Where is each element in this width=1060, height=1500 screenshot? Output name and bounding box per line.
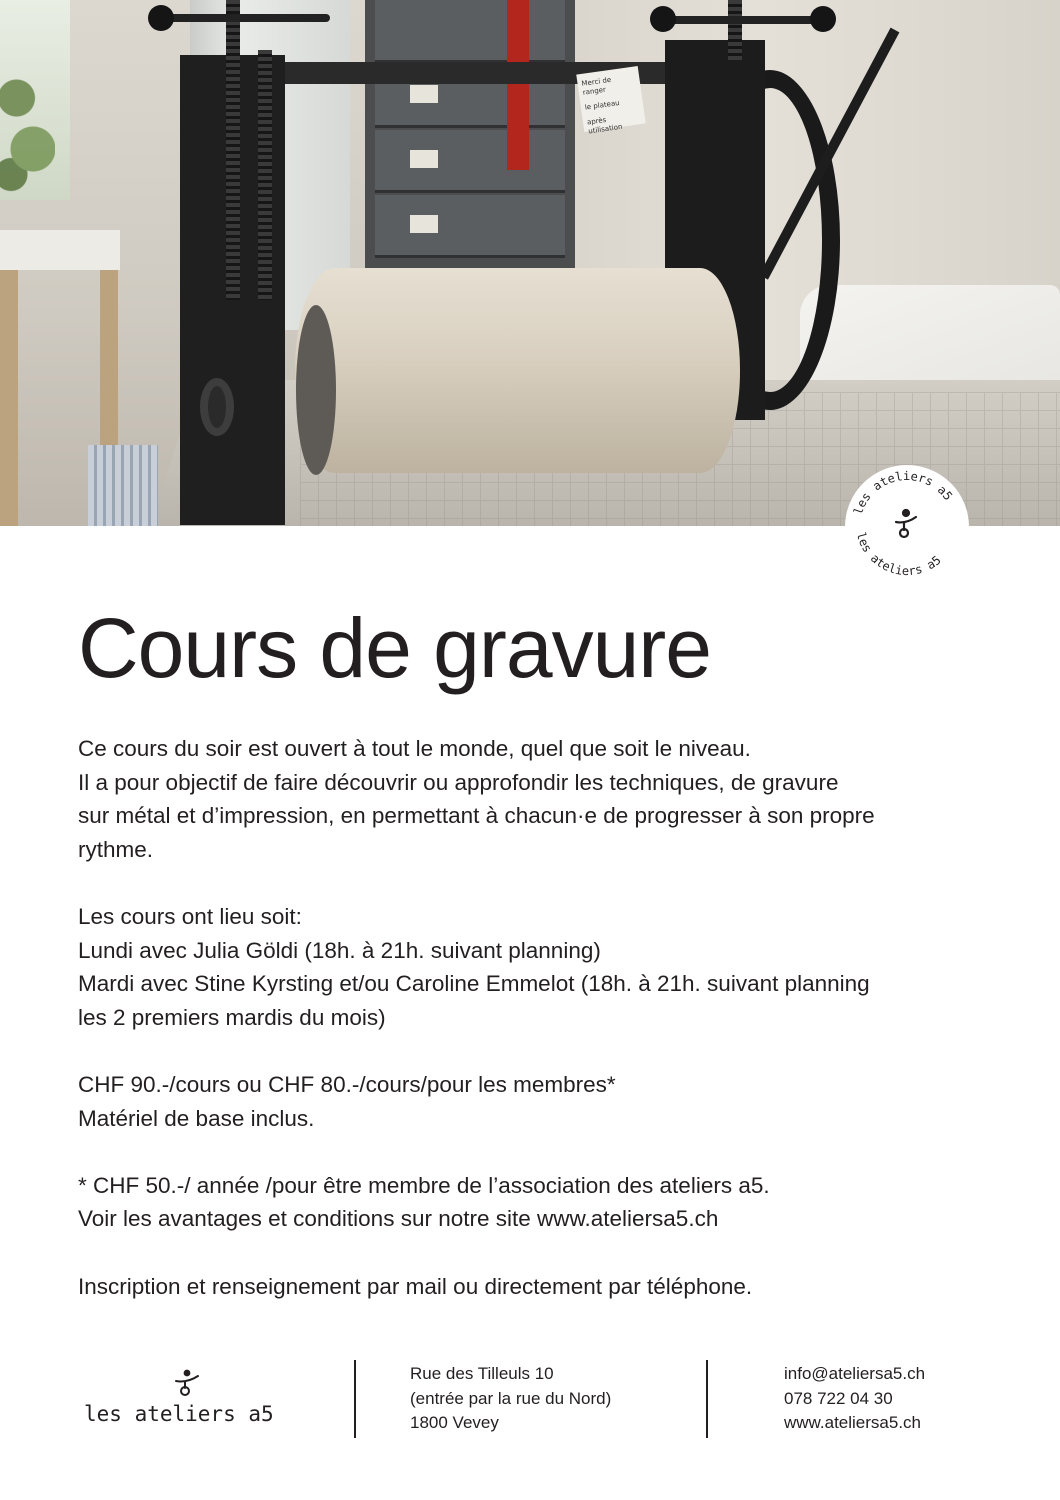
footer-divider xyxy=(706,1360,708,1438)
photo-press-handle xyxy=(655,16,825,24)
photo-drawer xyxy=(375,130,565,193)
photo-roller-hub xyxy=(200,378,234,436)
course-description xyxy=(78,732,1008,1303)
address-line: (entrée par la rue du Nord) xyxy=(410,1388,612,1408)
registration-line: Inscription et renseignement par mail ou directement par téléphone. xyxy=(78,1273,753,1299)
intro-line: sur métal et d’impression, en permettant à chacun·e de progresser à son propre xyxy=(78,803,875,829)
contact-website[interactable]: www.ateliersa5.ch xyxy=(784,1413,922,1432)
photo-press-knob xyxy=(650,6,676,32)
contact-phone[interactable]: 078 722 04 30 xyxy=(784,1388,893,1408)
photo-press-screw xyxy=(226,0,240,300)
photo-press-knob xyxy=(148,5,174,31)
photo-drawer xyxy=(375,195,565,258)
pricing-line: CHF 90.-/cours ou CHF 80.-/cours/pour les membres* xyxy=(78,1071,616,1097)
note-line: après utilisation xyxy=(586,115,623,136)
badge-text-bottom: les ateliers a5 xyxy=(853,530,944,579)
footer-divider xyxy=(354,1360,356,1438)
photo-press-roller xyxy=(295,268,740,473)
schedule-line: les 2 premiers mardis du mois) xyxy=(78,1004,386,1030)
membership-line: * CHF 50.-/ année /pour être membre de l’association des ateliers a5. xyxy=(78,1172,770,1198)
logo-figure-icon xyxy=(172,1368,202,1398)
photo-spirit-level xyxy=(507,0,529,170)
address-line: Rue des Tilleuls 10 xyxy=(410,1364,554,1383)
photo-towel xyxy=(88,445,158,526)
intro-line: Il a pour objectif de faire découvrir ou approfondir les techniques, de gravure xyxy=(78,769,839,795)
note-line: le plateau xyxy=(584,98,621,112)
contact-email[interactable]: info@ateliersa5.ch xyxy=(784,1364,926,1383)
ateliers-badge xyxy=(842,462,972,592)
photo-window xyxy=(0,0,70,200)
photo-press-knob xyxy=(810,6,836,32)
photo-handwritten-note xyxy=(576,66,645,136)
footer-address xyxy=(410,1362,611,1436)
address-line: 1800 Vevey xyxy=(410,1413,499,1432)
pricing-line: Matériel de base inclus. xyxy=(78,1105,315,1131)
schedule-line: Les cours ont lieu soit: xyxy=(78,903,302,929)
logo-text: les ateliers a5 xyxy=(84,1402,274,1426)
schedule-line: Mardi avec Stine Kyrsting et/ou Caroline Emmelot (18h. à 21h. suivant planning xyxy=(78,971,870,997)
schedule-line: Lundi avec Julia Göldi (18h. à 21h. suivant planning) xyxy=(78,937,601,963)
photo-side-table xyxy=(0,230,120,270)
page-title: Cours de gravure xyxy=(78,601,711,695)
photo-press-handle xyxy=(150,14,330,22)
footer-logo xyxy=(84,1362,284,1442)
photo-roller-end xyxy=(296,305,336,475)
footer-contact xyxy=(784,1362,925,1436)
photo-press-screw xyxy=(728,0,742,60)
note-line: Merci de ranger xyxy=(581,75,612,97)
badge-text-top: les ateliers a5 xyxy=(850,468,956,517)
membership-line: Voir les avantages et conditions sur notre site www.ateliersa5.ch xyxy=(78,1206,719,1232)
photo-drawer xyxy=(375,0,565,63)
hero-photo xyxy=(0,0,1060,526)
intro-line: Ce cours du soir est ouvert à tout le monde, quel que soit le niveau. xyxy=(78,736,751,761)
photo-press-screw xyxy=(258,50,272,300)
intro-line: rythme. xyxy=(78,836,154,862)
